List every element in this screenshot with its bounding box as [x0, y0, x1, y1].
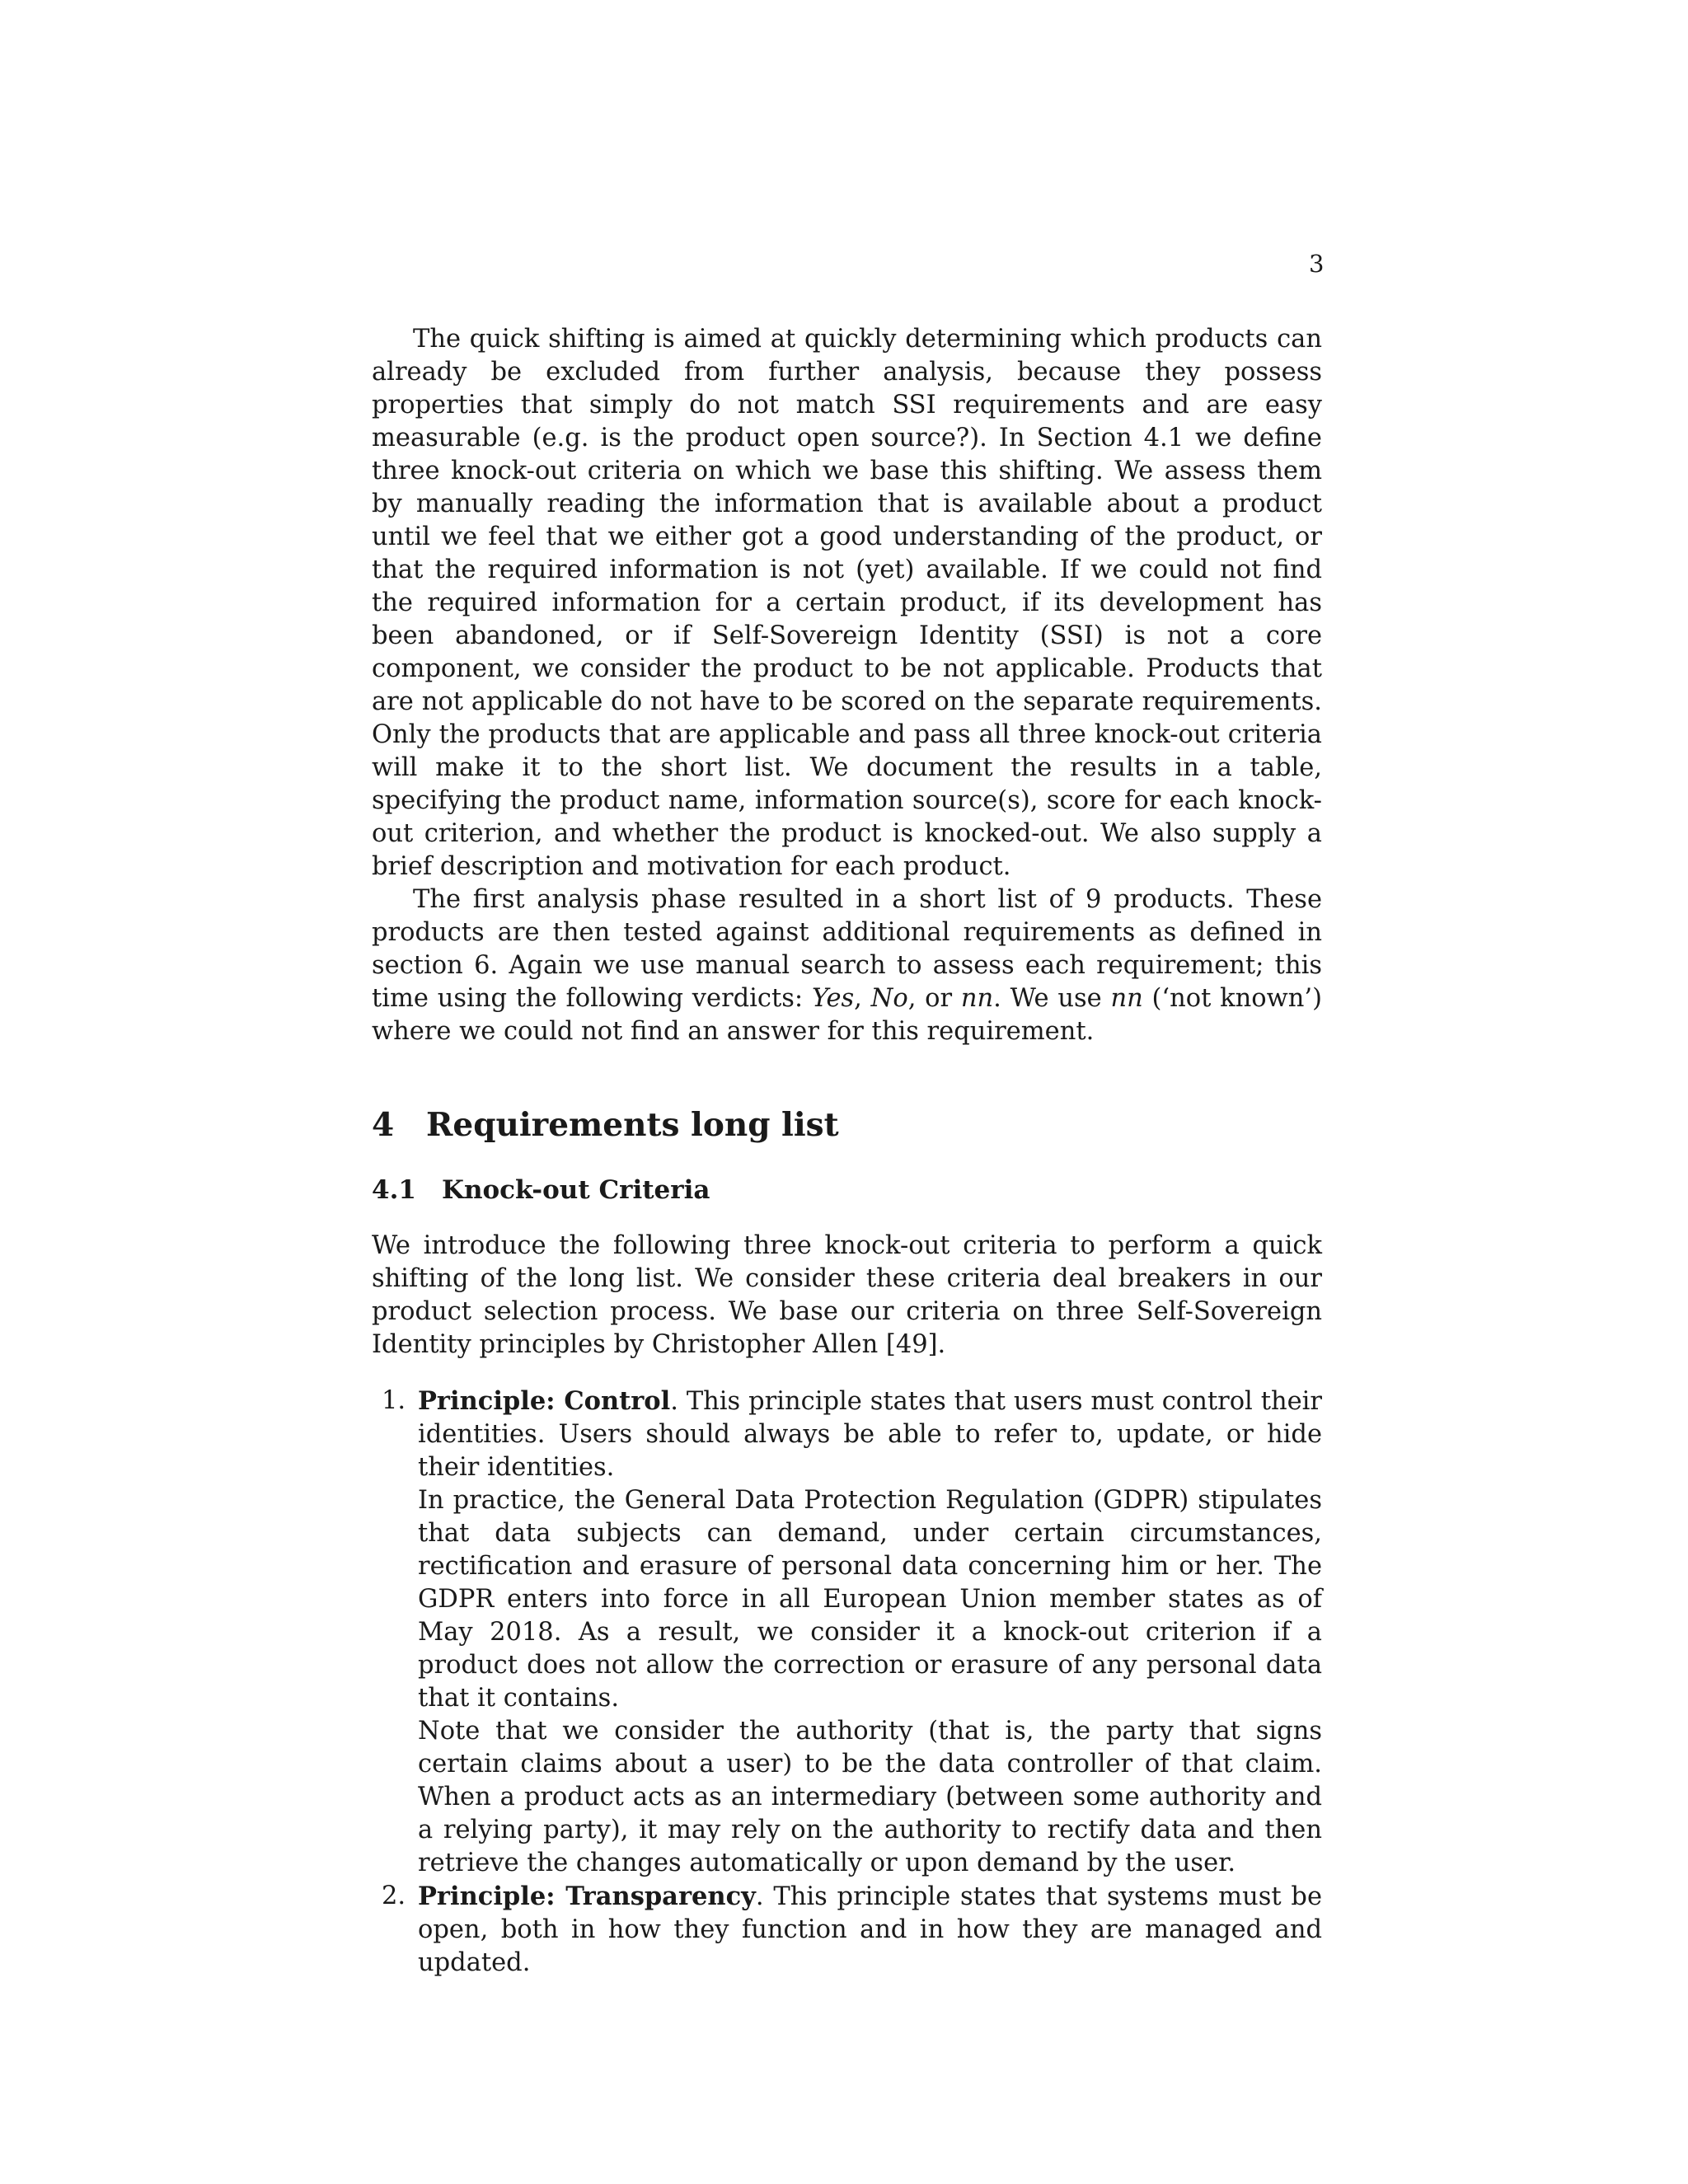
- section-number: 4: [372, 1106, 395, 1144]
- subsection-heading: [372, 1174, 1322, 1207]
- list-number: 1.: [382, 1386, 406, 1415]
- criteria-list: [372, 1385, 1322, 1980]
- criterion-transparency-text: [418, 1880, 1322, 1980]
- para2-comma: ,: [854, 984, 871, 1013]
- criterion-title: Principle: Control: [418, 1386, 671, 1416]
- criterion-item-control: [372, 1385, 1322, 1880]
- verdict-nn-term: nn: [1110, 984, 1143, 1013]
- verdict-no: No: [870, 984, 908, 1013]
- subsection-number: 4.1: [372, 1175, 416, 1205]
- criterion-control-note: Note that we consider the authority (that is, the party that signs certain claims about a user) to be the data controller of that claim. When a product acts as an intermediary (between some authority and a relying party), it may rely on the authority to rectify data and then retrieve the changes automatically or upon demand by the user.: [418, 1717, 1322, 1877]
- criterion-item-transparency: [372, 1880, 1322, 1980]
- criterion-description: . This principle states that users must control their identities. Users should always be able to refer to, update, or hide their identities.: [418, 1387, 1322, 1482]
- para2-we-use: . We use: [993, 984, 1111, 1013]
- para2-or: , or: [907, 984, 961, 1013]
- subsection-title: Knock-out Criteria: [442, 1175, 710, 1205]
- section-title: Requirements long list: [426, 1106, 839, 1144]
- para2-part1: The first analysis phase resulted in a short list of 9 products. These products are then tested against additional requirements as defined in section 6. Again we use manual search to assess each requirement; this time using the following verdicts:: [372, 885, 1322, 1013]
- criterion-control-gdpr: In practice, the General Data Protection Regulation (GDPR) stipulates that data subjects can demand, under certain circumstances, rectification and erasure of personal data concerning him or her. The GDPR enters into force in all European Union member states as of May 2018. As a result, we consider it a knock-out criterion if a product does not allow the correction or erasure of any personal data that it contains.: [418, 1486, 1322, 1713]
- paragraph-quick-shifting: The quick shifting is aimed at quickly determining which products can already be excluded from further analysis, because they possess properties that simply do not match SSI requirements and are easy measurable (e.g. is the product open source?). In Section 4.1 we define three knock-out criteria on which we base this shifting. We assess them by manually reading the information that is available about a product until we feel that we either got a good understanding of the product, or that the required information is not (yet) available. If we could not find the required information for a certain product, if its development has been abandoned, or if Self-Sovereign Identity (SSI) is not a core component, we consider the product to be not applicable. Products that are not applicable do not have to be scored on the separate requirements. Only the products that are applicable and pass all three knock-out criteria will make it to the short list. We document the results in a table, specifying the product name, information source(s), score for each knock-out criterion, and whether the product is knocked-out. We also supply a brief description and motivation for each product.: [372, 325, 1322, 881]
- para2-part2: (‘not known’) where we could not find an answer for this requirement.: [372, 984, 1322, 1046]
- page-number: 3: [1309, 250, 1325, 278]
- list-number: 2.: [382, 1882, 406, 1910]
- paragraph-analysis-phase: [372, 883, 1322, 1048]
- section-heading: [372, 1104, 1322, 1146]
- page-content: [372, 323, 1322, 1980]
- verdict-nn: nn: [960, 984, 994, 1013]
- paragraph-criteria-intro: We introduce the following three knock-out criteria to perform a quick shifting of the long list. We consider these criteria deal breakers in our product selection process. We base our criteria on three Self-Sovereign Identity principles by Christopher Allen [49].: [372, 1231, 1322, 1359]
- criterion-description: . This principle states that systems must be open, both in how they function and in how they are managed and updated.: [418, 1882, 1322, 1977]
- criterion-title: Principle: Transparency: [418, 1882, 756, 1911]
- criterion-control-text: [418, 1385, 1322, 1484]
- verdict-yes: Yes: [811, 984, 855, 1013]
